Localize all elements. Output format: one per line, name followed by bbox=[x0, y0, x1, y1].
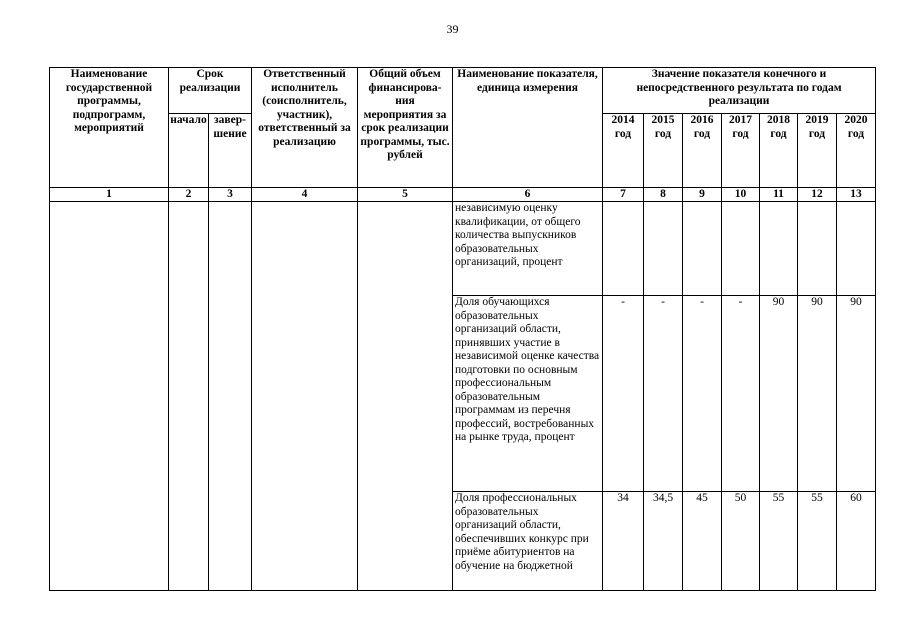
column-number: 11 bbox=[760, 188, 798, 202]
column-number: 5 bbox=[358, 188, 453, 202]
indicator-cell: Доля профессиональных образовательных организаций области, обеспечивших конкурс при приёме абитуриентов на обучение на бюджетной bbox=[453, 492, 603, 591]
value-cell bbox=[798, 202, 837, 296]
value-cell: 90 bbox=[837, 296, 876, 492]
value-cell: 45 bbox=[683, 492, 722, 591]
header-year-2019: 2019 год bbox=[798, 114, 837, 188]
responsible-cell bbox=[252, 202, 358, 591]
value-cell: 90 bbox=[798, 296, 837, 492]
start-cell bbox=[169, 202, 209, 591]
indicator-cell: Доля обучающихся образовательных организаций области, принявших участие в независимой оценке качества подготовки по основным профессиональным образовательным программам из перечня профессий, востребованных на рынке труда, процент bbox=[453, 296, 603, 492]
value-cell bbox=[722, 202, 760, 296]
header-responsible: Ответственный исполнитель (соисполнитель, участник), ответственный за реализацию bbox=[252, 68, 358, 188]
header-period: Срок реализации bbox=[169, 68, 252, 114]
value-cell: 60 bbox=[837, 492, 876, 591]
column-number: 2 bbox=[169, 188, 209, 202]
value-cell bbox=[644, 202, 683, 296]
value-cell: 34,5 bbox=[644, 492, 683, 591]
program-name-cell bbox=[50, 202, 169, 591]
header-year-2017: 2017 год bbox=[722, 114, 760, 188]
end-cell bbox=[209, 202, 252, 591]
value-cell bbox=[603, 202, 644, 296]
header-year-2014: 2014 год bbox=[603, 114, 644, 188]
column-number: 7 bbox=[603, 188, 644, 202]
value-cell bbox=[760, 202, 798, 296]
header-values: Значение показателя конечного и непосредственного результата по годам реализации bbox=[603, 68, 876, 114]
value-cell: 55 bbox=[798, 492, 837, 591]
column-number: 12 bbox=[798, 188, 837, 202]
header-year-2015: 2015 год bbox=[644, 114, 683, 188]
value-cell bbox=[837, 202, 876, 296]
header-year-2020: 2020 год bbox=[837, 114, 876, 188]
value-cell: - bbox=[722, 296, 760, 492]
column-number: 8 bbox=[644, 188, 683, 202]
column-numbers-row bbox=[50, 188, 876, 202]
indicators-table bbox=[49, 67, 876, 591]
value-cell: 50 bbox=[722, 492, 760, 591]
header-program-name: Наименование государственной программы, подпрограмм, мероприятий bbox=[50, 68, 169, 188]
column-number: 4 bbox=[252, 188, 358, 202]
header-year-2016: 2016 год bbox=[683, 114, 722, 188]
indicator-cell: независимую оценку квалификации, от общего количества выпускников образовательных организаций, процент bbox=[453, 202, 603, 296]
column-number: 13 bbox=[837, 188, 876, 202]
header-year-2018: 2018 год bbox=[760, 114, 798, 188]
page-number: 39 bbox=[446, 22, 459, 36]
header-start: начало bbox=[169, 114, 209, 188]
value-cell: - bbox=[683, 296, 722, 492]
column-number: 1 bbox=[50, 188, 169, 202]
table-row bbox=[50, 202, 876, 296]
header-end: завер-шение bbox=[209, 114, 252, 188]
header-financing: Общий объем финансирова-ния мероприятия за срок реализации программы, тыс. рублей bbox=[358, 68, 453, 188]
value-cell: - bbox=[644, 296, 683, 492]
value-cell: - bbox=[603, 296, 644, 492]
column-number: 9 bbox=[683, 188, 722, 202]
value-cell bbox=[683, 202, 722, 296]
value-cell: 34 bbox=[603, 492, 644, 591]
header-indicator: Наименование показателя, единица измерения bbox=[453, 68, 603, 188]
column-number: 10 bbox=[722, 188, 760, 202]
value-cell: 90 bbox=[760, 296, 798, 492]
header-row-1 bbox=[50, 68, 876, 114]
financing-cell bbox=[358, 202, 453, 591]
column-number: 3 bbox=[209, 188, 252, 202]
column-number: 6 bbox=[453, 188, 603, 202]
value-cell: 55 bbox=[760, 492, 798, 591]
